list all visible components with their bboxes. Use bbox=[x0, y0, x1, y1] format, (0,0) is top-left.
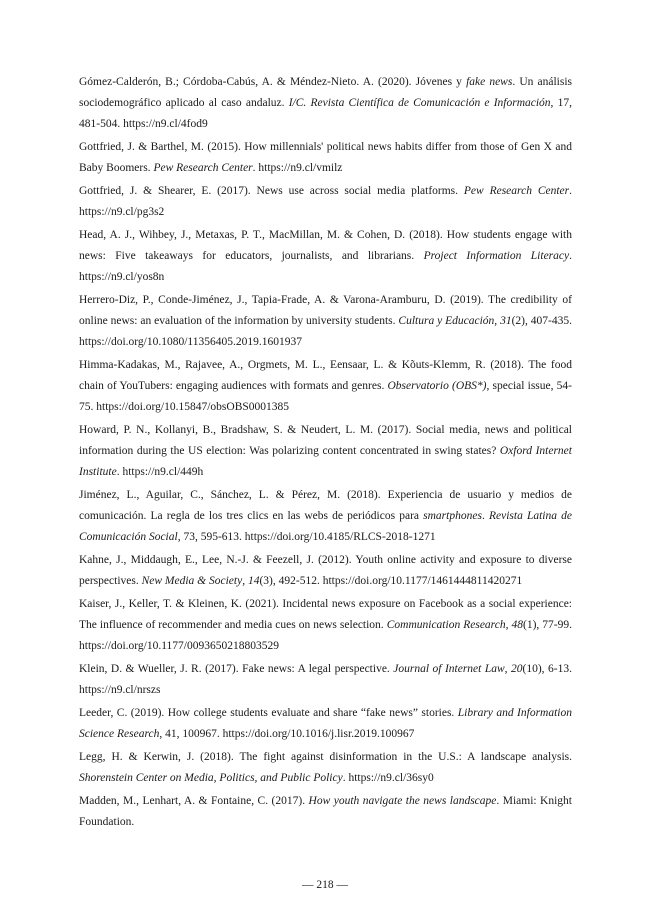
reference-text: Gómez-Calderón, B.; Córdoba-Cabús, A. & Méndez-Nieto. A. (2020). Jóvenes y bbox=[79, 76, 467, 88]
reference-text: , bbox=[505, 619, 512, 631]
reference-italic-text: New Media & Society bbox=[141, 575, 243, 587]
reference-text: , bbox=[242, 575, 248, 587]
reference-entry bbox=[79, 225, 572, 288]
reference-text: (1), 77-99. https://doi.org/10.1177/0093650218803529 bbox=[79, 619, 572, 652]
reference-text: Kaiser, J., Keller, T. & Kleinen, K. (2021). Incidental news exposure on Facebook as a social experience: The influence of recommender and media cues on news selection. bbox=[79, 598, 572, 631]
reference-text: Kahne, J., Middaugh, E., Lee, N.-J. & Feezell, J. (2012). Youth online activity and exposure to diverse perspectives. bbox=[79, 554, 572, 587]
reference-entry bbox=[79, 747, 572, 789]
reference-italic-text: 31 bbox=[500, 315, 512, 327]
reference-entry bbox=[79, 290, 572, 353]
reference-entry bbox=[79, 420, 572, 483]
reference-entry bbox=[79, 72, 572, 135]
reference-text: . https://n9.cl/36sy0 bbox=[342, 772, 434, 784]
reference-italic-text: smartphones bbox=[423, 510, 482, 522]
reference-italic-text: How youth navigate the news landscape bbox=[308, 795, 497, 807]
page-number: — 218 — bbox=[302, 879, 348, 891]
reference-text: . https://n9.cl/yos8n bbox=[79, 250, 572, 283]
reference-italic-text: Pew Research Center bbox=[153, 162, 253, 174]
reference-list bbox=[79, 72, 572, 835]
reference-text: . bbox=[481, 510, 489, 522]
reference-text: , bbox=[494, 315, 501, 327]
reference-text: Madden, M., Lenhart, A. & Fontaine, C. (2017). bbox=[79, 795, 309, 807]
reference-text: Head, A. J., Wihbey, J., Metaxas, P. T., MacMillan, M. & Cohen, D. (2018). How students engage with news: Five takeaways for educators, journalists, and librarians. bbox=[79, 229, 572, 262]
reference-text: , 17, 481-504. https://n9.cl/4fod9 bbox=[79, 97, 572, 130]
reference-text: . https://n9.cl/449h bbox=[116, 466, 204, 478]
reference-entry bbox=[79, 355, 572, 418]
reference-text: . https://n9.cl/vmilz bbox=[252, 162, 343, 174]
reference-text: Klein, D. & Wueller, J. R. (2017). Fake news: A legal perspective. bbox=[79, 663, 394, 675]
reference-italic-text: Project Information Literacy bbox=[423, 250, 570, 262]
reference-italic-text: Observatorio (OBS*) bbox=[387, 380, 487, 392]
reference-italic-text: Journal of Internet Law bbox=[393, 663, 505, 675]
reference-italic-text: Oxford Internet Institute bbox=[79, 445, 572, 478]
reference-italic-text: I/C. Revista Científica de Comunicación e Información bbox=[288, 97, 551, 109]
reference-text: Howard, P. N., Kollanyi, B., Bradshaw, S. & Neudert, L. M. (2017). Social media, news and political information during the US election: Was polarizing content concentrated in swing states? bbox=[79, 424, 572, 457]
reference-italic-text: 20 bbox=[511, 663, 523, 675]
reference-italic-text: Revista Latina de Comunicación Social bbox=[79, 510, 572, 543]
reference-italic-text: Communication Research bbox=[386, 619, 506, 631]
reference-text: Jiménez, L., Aguilar, C., Sánchez, L. & Pérez, M. (2018). Experiencia de usuario y medios de comunicación. La regla de los tres clics en las webs de periódicos para bbox=[79, 489, 572, 522]
reference-italic-text: Shorenstein Center on Media, Politics, and Public Policy bbox=[79, 772, 343, 784]
reference-text: (10), 6-13. https://n9.cl/nrszs bbox=[79, 663, 572, 696]
reference-text: Leeder, C. (2019). How college students evaluate and share “fake news” stories. bbox=[79, 707, 458, 719]
reference-italic-text: Pew Research Center bbox=[463, 185, 570, 197]
reference-text: . Un análisis sociodemográfico aplicado al caso andaluz. bbox=[79, 76, 573, 109]
reference-text: , 73, 595-613. https://doi.org/10.4185/RLCS-2018-1271 bbox=[177, 531, 436, 543]
reference-text: , 41, 100967. https://doi.org/10.1016/j.lisr.2019.100967 bbox=[159, 728, 415, 740]
reference-italic-text: Library and Information Science Research bbox=[79, 707, 573, 740]
reference-entry bbox=[79, 485, 572, 548]
reference-italic-text: Cultura y Educación bbox=[398, 315, 495, 327]
reference-text: Himma-Kadakas, M., Rajavee, A., Orgmets, M. L., Eensaar, L. & Kõuts-Klemm, R. (2018). The food chain of YouTubers: engaging audiences with formats and genres. bbox=[79, 359, 572, 392]
reference-entry bbox=[79, 550, 572, 592]
reference-text: Gottfried, J. & Shearer, E. (2017). News use across social media platforms. bbox=[79, 185, 464, 197]
reference-entry bbox=[79, 791, 572, 833]
reference-entry bbox=[79, 703, 572, 745]
reference-text: , special issue, 54-75. https://doi.org/10.15847/obsOBS0001385 bbox=[79, 380, 572, 413]
reference-text: (2), 407-435. https://doi.org/10.1080/11356405.2019.1601937 bbox=[79, 315, 572, 348]
reference-italic-text: 14 bbox=[247, 575, 260, 587]
reference-text: (3), 492-512. https://doi.org/10.1177/1461444811420271 bbox=[259, 575, 523, 587]
reference-entry bbox=[79, 659, 572, 701]
reference-text: , bbox=[504, 663, 512, 675]
reference-entry bbox=[79, 594, 572, 657]
reference-text: . https://n9.cl/pg3s2 bbox=[79, 185, 572, 218]
reference-entry bbox=[79, 137, 572, 179]
reference-italic-text: 48 bbox=[511, 619, 523, 631]
reference-italic-text: fake news bbox=[466, 76, 513, 88]
reference-text: Gottfried, J. & Barthel, M. (2015). How millennials' political news habits differ from those of Gen X and Baby Boomers. bbox=[79, 141, 572, 174]
reference-text: . Miami: Knight Foundation. bbox=[79, 795, 573, 828]
reference-text: Herrero-Diz, P., Conde-Jiménez, J., Tapia-Frade, A. & Varona-Aramburu, D. (2019). The credibility of online news: an evaluation of the information by university students. bbox=[79, 294, 572, 327]
reference-entry bbox=[79, 181, 572, 223]
reference-text: Legg, H. & Kerwin, J. (2018). The fight against disinformation in the U.S.: A landscape analysis. bbox=[79, 751, 572, 763]
